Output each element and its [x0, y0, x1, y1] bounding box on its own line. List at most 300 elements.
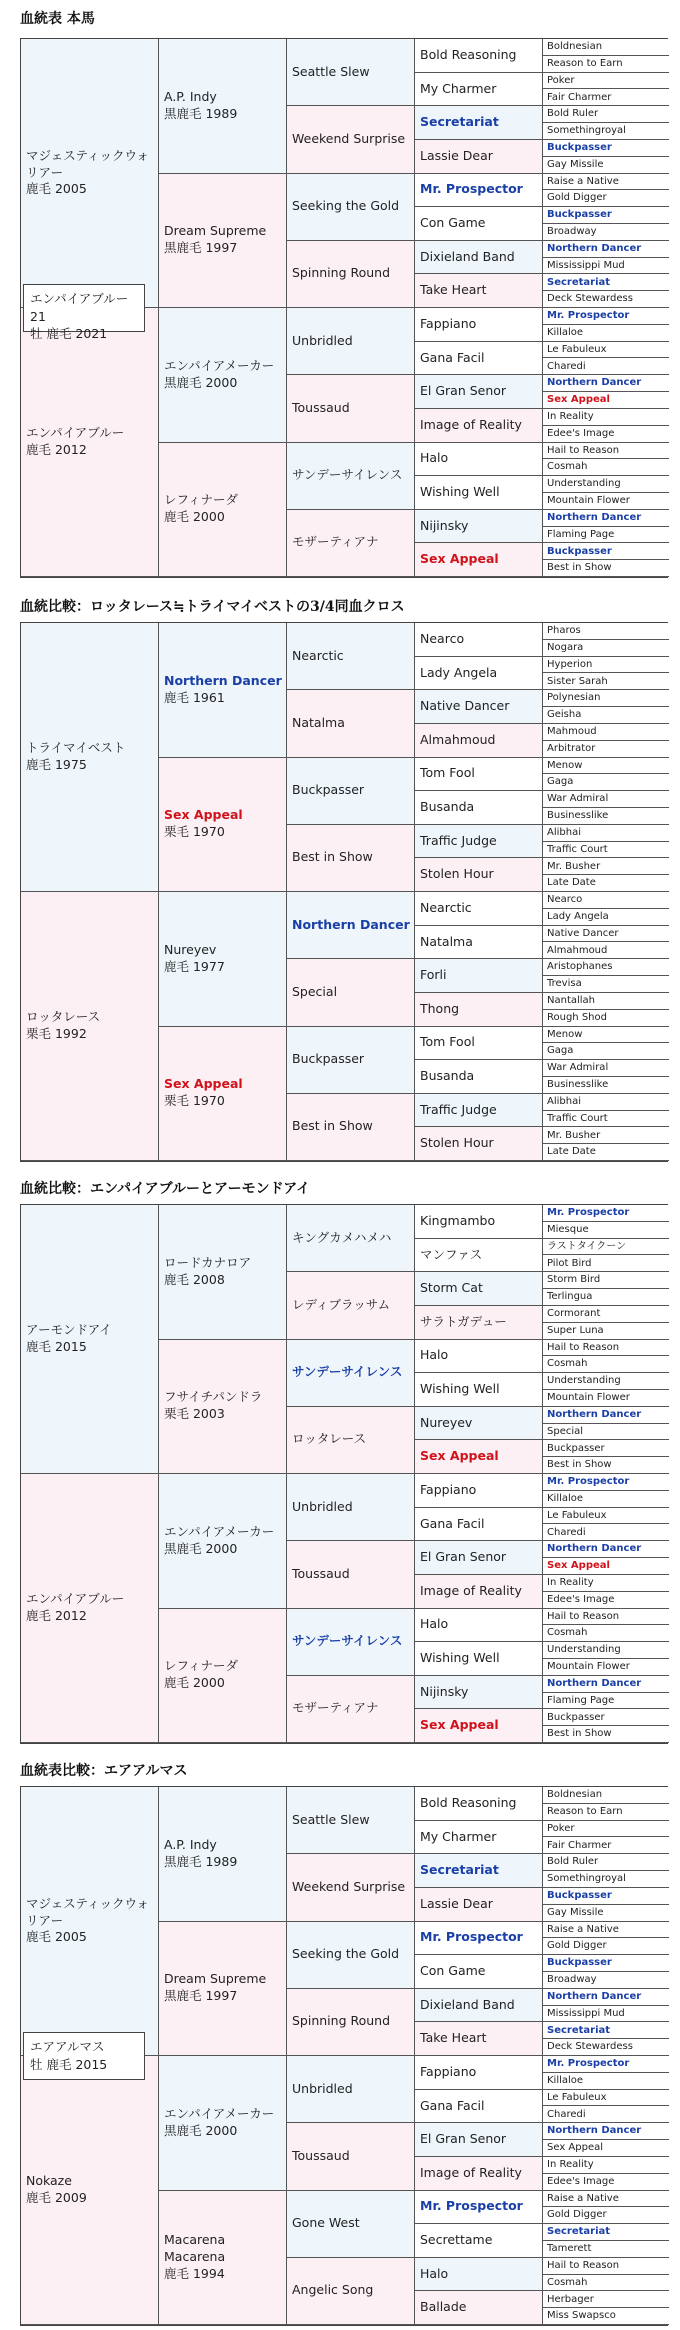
horse-coat-year: 鹿毛 1961: [164, 689, 225, 705]
pedigree-cell-gen3: [287, 1272, 415, 1339]
pedigree-cell-gen5: [543, 875, 669, 892]
horse-coat-year: 鹿毛 2008: [164, 1271, 225, 1287]
pedigree-cell-gen2: [159, 1922, 287, 2057]
subject-horse-info: 牡 鹿毛 2015: [30, 2056, 108, 2072]
pedigree-cell-gen2: [159, 1340, 287, 1475]
pedigree-cell-gen4: [415, 1508, 543, 1542]
pedigree-cell-gen5: [543, 2241, 669, 2258]
horse-coat-year: 黒鹿毛 1997: [164, 1988, 238, 2004]
pedigree-cell-gen5: [543, 1474, 669, 1491]
pedigree-cell-gen5: [543, 123, 669, 140]
horse-name: Spinning Round: [292, 2013, 391, 2029]
horse-name: Nantallah: [547, 995, 596, 1007]
pedigree-cell-gen5: [543, 1804, 669, 1821]
pedigree-cell-gen5: [543, 224, 669, 241]
pedigree-cell-gen5: [543, 959, 669, 976]
horse-name: Gay Missile: [547, 1906, 604, 1918]
horse-name: Buckpasser: [547, 142, 612, 154]
pedigree-cell-gen3: [287, 2123, 415, 2190]
horse-name: Bold Reasoning: [420, 46, 517, 62]
pedigree-cell-gen5: [543, 673, 669, 690]
horse-name: Geisha: [547, 709, 582, 721]
horse-name: Traffic Judge: [420, 1101, 497, 1117]
pedigree-cell-gen5: [543, 1726, 669, 1743]
pedigree-cell-gen4: [415, 2056, 543, 2090]
horse-name: Menow: [547, 759, 583, 771]
horse-name: Unbridled: [292, 2080, 353, 2096]
horse-name: Cormorant: [547, 1308, 601, 1320]
horse-name: Buckpasser: [547, 1442, 605, 1454]
pedigree-cell-gen5: [543, 2224, 669, 2241]
horse-name: Miss Swapsco: [547, 2310, 616, 2322]
horse-name: Toussaud: [292, 1565, 350, 1581]
horse-name: レディブラッサム: [292, 1296, 391, 1312]
pedigree-cell-gen5: [543, 1205, 669, 1222]
pedigree-cell-gen3: [287, 623, 415, 690]
subject-horse-box: [23, 2032, 145, 2080]
pedigree-cell-gen2: [159, 1787, 287, 1922]
pedigree-cell-gen4: [415, 1340, 543, 1374]
pedigree-cell-gen5: [543, 1905, 669, 1922]
pedigree-cell-gen4: [415, 510, 543, 544]
horse-name: Killaloe: [547, 1492, 584, 1504]
horse-name: Traffic Court: [547, 1112, 608, 1124]
pedigree-cell-gen4: [415, 342, 543, 376]
pedigree-cell-gen5: [543, 909, 669, 926]
pedigree-cell-gen5: [543, 707, 669, 724]
pedigree-cell-gen4: [415, 2090, 543, 2124]
pedigree-cell-gen5: [543, 2056, 669, 2073]
horse-name: In Reality: [547, 2159, 594, 2171]
pedigree-cell-gen3: [287, 308, 415, 375]
horse-name: Secrettame: [420, 2232, 493, 2247]
horse-name: Hail to Reason: [547, 2259, 620, 2271]
horse-name: Sex Appeal: [164, 807, 243, 823]
pedigree-cell-gen5: [543, 2106, 669, 2123]
pedigree-cell-gen5: [543, 942, 669, 959]
horse-name: War Admiral: [547, 1062, 609, 1074]
horse-name: Image of Reality: [420, 416, 522, 432]
horse-name: In Reality: [547, 411, 594, 423]
pedigree-cell-gen5: [543, 2275, 669, 2292]
horse-name: Gana Facil: [420, 2097, 485, 2113]
pedigree-cell-gen4: [415, 1272, 543, 1306]
pedigree-cell-gen2: [159, 39, 287, 174]
pedigree-cell-gen5: [543, 976, 669, 993]
horse-name: マンファス: [420, 1246, 483, 1262]
horse-name: Fappiano: [420, 315, 477, 331]
pedigree-cell-gen4: [415, 140, 543, 174]
pedigree-cell-gen4: [415, 791, 543, 825]
horse-name: エンパイアブルー: [26, 425, 125, 441]
horse-name: エンパイアメーカー: [164, 357, 275, 373]
horse-name: サンデーサイレンス: [292, 1364, 403, 1380]
pedigree-cell-gen4: [415, 1888, 543, 1922]
pedigree-cell-gen3: [287, 1541, 415, 1608]
pedigree-cell-gen5: [543, 2073, 669, 2090]
horse-name: エンパイアブルー: [26, 1591, 125, 1607]
horse-name: Somethingroyal: [547, 125, 626, 137]
horse-coat-year: 鹿毛 2012: [26, 442, 87, 457]
horse-name: Charedi: [547, 1526, 586, 1538]
horse-name: Edee's Image: [547, 2175, 615, 2187]
pedigree-cell-gen5: [543, 2039, 669, 2056]
horse-name: Late Date: [547, 1146, 596, 1158]
pedigree-cell-gen3: [287, 758, 415, 825]
pedigree-cell-gen5: [543, 1972, 669, 1989]
pedigree-cell-gen3: [287, 1407, 415, 1474]
horse-name: Dixieland Band: [420, 248, 515, 264]
horse-name: Poker: [547, 74, 575, 86]
horse-name: ロードカナロア: [164, 1254, 252, 1270]
horse-name: Sex Appeal: [420, 1717, 499, 1733]
pedigree-cell-gen5: [543, 2140, 669, 2157]
horse-name: Best in Show: [547, 1459, 612, 1471]
horse-name: Stolen Hour: [420, 1135, 494, 1151]
horse-name: Terlingua: [547, 1291, 593, 1303]
horse-name: My Charmer: [420, 80, 497, 96]
pedigree-cell-gen4: [415, 73, 543, 107]
horse-coat-year: 黒鹿毛 2000: [164, 374, 238, 390]
horse-name: モザーティアナ: [292, 534, 379, 550]
horse-name: Ballade: [420, 2299, 467, 2315]
pedigree-cell-gen4: [415, 1541, 543, 1575]
pedigree-cell-gen4: [415, 308, 543, 342]
horse-name: Understanding: [547, 478, 621, 490]
pedigree-cell-gen3: [287, 1676, 415, 1743]
horse-name: Secretariat: [420, 1862, 499, 1878]
horse-name: Take Heart: [420, 282, 487, 298]
pedigree-cell-gen5: [543, 73, 669, 90]
horse-name: Edee's Image: [547, 427, 615, 439]
section-title: 血統比較：エンパイアブルーとアーモンドアイ: [20, 1181, 310, 1197]
horse-name: Halo: [420, 450, 449, 466]
pedigree-cell-gen1: [21, 892, 159, 1161]
horse-coat-year: 鹿毛 2005: [26, 181, 87, 197]
pedigree-cell-gen5: [543, 741, 669, 758]
pedigree-cell-gen3: [287, 39, 415, 106]
horse-name: Le Fabuleux: [547, 2091, 607, 2103]
horse-name: トライマイベスト: [26, 740, 126, 756]
pedigree-cell-gen5: [543, 758, 669, 775]
horse-name: Flaming Page: [547, 528, 615, 540]
horse-name: Sex Appeal: [420, 1448, 499, 1464]
horse-coat-year: 鹿毛 2005: [26, 1929, 87, 1945]
horse-name: El Gran Senor: [420, 2131, 507, 2147]
pedigree-cell-gen4: [415, 892, 543, 926]
section-title: 血統表 本馬: [20, 11, 95, 27]
horse-name: Almahmoud: [547, 944, 608, 956]
horse-name: Stolen Hour: [420, 866, 494, 882]
pedigree-cell-gen2: [159, 758, 287, 893]
horse-name: Lady Angela: [547, 910, 609, 922]
horse-name: Northern Dancer: [164, 672, 282, 688]
horse-name: Poker: [547, 1822, 575, 1834]
horse-name: Angelic Song: [292, 2282, 374, 2298]
horse-name: Raise a Native: [547, 175, 619, 187]
horse-name: Le Fabuleux: [547, 343, 607, 355]
pedigree-cell-gen4: [415, 375, 543, 409]
pedigree-cell-gen4: [415, 724, 543, 758]
horse-name: Northern Dancer: [547, 242, 642, 254]
pedigree-cell-gen5: [543, 459, 669, 476]
horse-name: Bold Reasoning: [420, 1794, 517, 1810]
horse-name: Thong: [420, 1000, 460, 1016]
pedigree-cell-gen3: [287, 1027, 415, 1094]
horse-name: Alibhai: [547, 1095, 581, 1107]
horse-name: Halo: [420, 1616, 449, 1632]
horse-name: Understanding: [547, 1375, 621, 1387]
pedigree-cell-gen5: [543, 1440, 669, 1457]
horse-name: Image of Reality: [420, 1582, 522, 1598]
horse-name: Secretariat: [547, 2024, 611, 2036]
pedigree-cell-gen4: [415, 1373, 543, 1407]
pedigree-cell-gen2: [159, 892, 287, 1027]
pedigree-cell-gen5: [543, 325, 669, 342]
horse-name: Flaming Page: [547, 1694, 615, 1706]
horse-name: Nearco: [547, 894, 583, 906]
horse-name: マジェスティックウォリアー: [26, 147, 150, 180]
horse-name: Con Game: [420, 1963, 486, 1978]
horse-name: レフィナーダ: [164, 492, 239, 508]
pedigree-cell-gen4: [415, 1989, 543, 2023]
pedigree-cell-gen5: [543, 1373, 669, 1390]
pedigree-cell-gen3: [287, 1474, 415, 1541]
horse-name: Buckpasser: [547, 209, 612, 221]
pedigree-cell-gen2: [159, 443, 287, 578]
horse-name: Kingmambo: [420, 1212, 496, 1228]
pedigree-cell-gen4: [415, 1854, 543, 1888]
pedigree-cell-gen5: [543, 426, 669, 443]
pedigree-cell-gen5: [543, 409, 669, 426]
horse-name: Gone West: [292, 2215, 360, 2231]
horse-name: Storm Cat: [420, 1280, 483, 1296]
pedigree-cell-gen4: [415, 274, 543, 308]
horse-name: Raise a Native: [547, 1923, 619, 1935]
pedigree-cell-gen5: [543, 1390, 669, 1407]
horse-name: Sex Appeal: [164, 1076, 243, 1092]
pedigree-cell-gen3: [287, 2056, 415, 2123]
horse-name: Fair Charmer: [547, 91, 612, 103]
horse-name: Mahmoud: [547, 726, 597, 738]
pedigree-cell-gen5: [543, 560, 669, 577]
horse-name: Northern Dancer: [547, 1990, 642, 2002]
pedigree-cell-gen5: [543, 1289, 669, 1306]
horse-name: Fair Charmer: [547, 1839, 612, 1851]
pedigree-cell-gen5: [543, 1222, 669, 1239]
pedigree-cell-gen5: [543, 39, 669, 56]
horse-name: Charedi: [547, 360, 586, 372]
pedigree-cell-gen1: [21, 1474, 159, 1743]
horse-name: Sister Sarah: [547, 675, 608, 687]
pedigree-cell-gen5: [543, 1340, 669, 1357]
horse-name: Gold Digger: [547, 2209, 607, 2221]
pedigree-cell-gen5: [543, 342, 669, 359]
pedigree-cell-gen1: [21, 308, 159, 577]
horse-name: Northern Dancer: [547, 1543, 642, 1555]
horse-name: A.P. Indy: [164, 88, 217, 104]
pedigree-cell-gen5: [543, 808, 669, 825]
pedigree-cell-gen4: [415, 241, 543, 275]
pedigree-cell-gen2: [159, 174, 287, 309]
horse-name: Seeking the Gold: [292, 1946, 400, 1962]
horse-name: Somethingroyal: [547, 1873, 626, 1885]
pedigree-cell-gen3: [287, 1094, 415, 1161]
pedigree-cell-gen4: [415, 1676, 543, 1710]
horse-name: Killaloe: [547, 326, 584, 338]
horse-name: Northern Dancer: [547, 511, 642, 523]
horse-name: ロッタレース: [26, 1009, 101, 1025]
pedigree-cell-gen4: [415, 1027, 543, 1061]
pedigree-cell-gen5: [543, 1239, 669, 1256]
pedigree-cell-gen5: [543, 1989, 669, 2006]
pedigree-cell-gen3: [287, 106, 415, 173]
pedigree-cell-gen5: [543, 476, 669, 493]
pedigree-cell-gen4: [415, 2258, 543, 2292]
horse-name: Reason to Earn: [547, 57, 623, 69]
horse-name: Tamerett: [547, 2243, 592, 2255]
pedigree-cell-gen3: [287, 690, 415, 757]
pedigree-cell-gen4: [415, 2191, 543, 2225]
horse-name: Nokaze: [26, 2173, 72, 2189]
pedigree-cell-gen4: [415, 1239, 543, 1273]
horse-name: Menow: [547, 1028, 583, 1040]
pedigree-cell-gen2: [159, 623, 287, 758]
horse-name: Sex Appeal: [547, 394, 610, 406]
horse-name: Sex Appeal: [547, 2142, 604, 2154]
pedigree-cell-gen5: [543, 640, 669, 657]
pedigree-cell-gen4: [415, 1922, 543, 1956]
horse-name: Mr. Prospector: [547, 1207, 630, 1219]
horse-coat-year: 黒鹿毛 1989: [164, 1853, 238, 1869]
horse-coat-year: 鹿毛 1975: [26, 757, 87, 772]
horse-name: Gold Digger: [547, 192, 607, 204]
horse-name: エンパイアメーカー: [164, 2105, 275, 2121]
horse-name: Dixieland Band: [420, 1996, 515, 2012]
pedigree-cell-gen5: [543, 724, 669, 741]
horse-name: Weekend Surprise: [292, 130, 406, 146]
pedigree-cell-gen3: [287, 1787, 415, 1854]
horse-name: Halo: [420, 2265, 449, 2281]
pedigree-cell-gen5: [543, 375, 669, 392]
horse-name: Unbridled: [292, 1498, 353, 1514]
horse-name: モザーティアナ: [292, 1700, 379, 1716]
horse-name: Gaga: [547, 1045, 574, 1057]
horse-name: Natalma: [420, 933, 473, 949]
pedigree-cell-gen5: [543, 258, 669, 275]
horse-name: Special: [547, 1425, 584, 1437]
pedigree-cell-gen3: [287, 241, 415, 308]
pedigree-table: [20, 1786, 668, 2326]
pedigree-cell-gen5: [543, 1625, 669, 1642]
pedigree-cell-gen5: [543, 1127, 669, 1144]
pedigree-cell-gen4: [415, 1094, 543, 1128]
pedigree-cell-gen5: [543, 825, 669, 842]
pedigree-cell-gen5: [543, 1558, 669, 1575]
pedigree-cell-gen5: [543, 190, 669, 207]
horse-name: Herbager: [547, 2293, 594, 2305]
pedigree-cell-gen5: [543, 56, 669, 73]
pedigree-cell-gen4: [415, 623, 543, 657]
horse-name: Best in Show: [547, 1728, 612, 1740]
horse-name: Wishing Well: [420, 1650, 500, 1665]
pedigree-cell-gen5: [543, 174, 669, 191]
horse-name: Raise a Native: [547, 2192, 619, 2204]
horse-name: Boldnesian: [547, 41, 603, 53]
subject-horse-box: [23, 284, 145, 341]
pedigree-cell-gen5: [543, 1888, 669, 1905]
pedigree-cell-gen5: [543, 1323, 669, 1340]
horse-name: Forli: [420, 967, 447, 983]
pedigree-cell-gen5: [543, 2090, 669, 2107]
horse-name: Traffic Judge: [420, 832, 497, 848]
pedigree-cell-gen5: [543, 1541, 669, 1558]
pedigree-cell-gen4: [415, 1609, 543, 1643]
horse-name: Con Game: [420, 215, 486, 230]
pedigree-cell-gen4: [415, 1407, 543, 1441]
pedigree-cell-gen3: [287, 1989, 415, 2056]
horse-name: Mr. Prospector: [547, 310, 630, 322]
horse-coat-year: 鹿毛 1994: [164, 2265, 225, 2281]
pedigree-cell-gen5: [543, 2006, 669, 2023]
horse-name: Cosmah: [547, 1358, 588, 1370]
horse-name: El Gran Senor: [420, 1549, 507, 1565]
section-title: 血統表比較：エアアルマス: [20, 1763, 188, 1779]
horse-name: Trevisa: [547, 978, 582, 990]
pedigree-cell-gen2: [159, 308, 287, 443]
pedigree-cell-gen4: [415, 443, 543, 477]
horse-name: Dream Supreme: [164, 1971, 267, 1987]
horse-name: ロッタレース: [292, 1431, 367, 1447]
horse-coat-year: 鹿毛 2012: [26, 1608, 87, 1623]
horse-coat-year: 栗毛 1970: [164, 1093, 225, 1109]
horse-name: Hyperion: [547, 658, 593, 670]
horse-name: Pilot Bird: [547, 1257, 592, 1269]
horse-name: Reason to Earn: [547, 1805, 623, 1817]
pedigree-cell-gen5: [543, 690, 669, 707]
horse-name: Gana Facil: [420, 349, 485, 365]
pedigree-cell-gen5: [543, 2157, 669, 2174]
horse-name: Hail to Reason: [547, 1610, 620, 1622]
horse-name: Northern Dancer: [547, 377, 642, 389]
pedigree-cell-gen5: [543, 106, 669, 123]
pedigree-cell-gen5: [543, 774, 669, 791]
pedigree-cell-gen5: [543, 2174, 669, 2191]
horse-name: Image of Reality: [420, 2164, 522, 2180]
horse-name: Mr. Busher: [547, 860, 601, 872]
pedigree-cell-gen1: [21, 623, 159, 892]
pedigree-cell-gen5: [543, 527, 669, 544]
pedigree-cell-gen1: [21, 39, 159, 308]
horse-name: Dream Supreme: [164, 223, 267, 239]
subject-horse-name: エアアルマス: [30, 2039, 105, 2054]
pedigree-cell-gen4: [415, 1474, 543, 1508]
pedigree-cell-gen5: [543, 2207, 669, 2224]
pedigree-cell-gen5: [543, 2022, 669, 2039]
pedigree-cell-gen4: [415, 106, 543, 140]
horse-coat-year: 鹿毛 1977: [164, 958, 225, 974]
pedigree-cell-gen5: [543, 1609, 669, 1626]
pedigree-cell-gen5: [543, 1524, 669, 1541]
horse-name: Busanda: [420, 799, 475, 814]
horse-name: Broadway: [547, 1974, 597, 1986]
pedigree-cell-gen5: [543, 1407, 669, 1424]
pedigree-cell-gen5: [543, 1659, 669, 1676]
pedigree-cell-gen5: [543, 1077, 669, 1094]
horse-name: Nijinsky: [420, 1683, 469, 1699]
horse-name: Pharos: [547, 625, 581, 637]
pedigree-cell-gen4: [415, 657, 543, 691]
